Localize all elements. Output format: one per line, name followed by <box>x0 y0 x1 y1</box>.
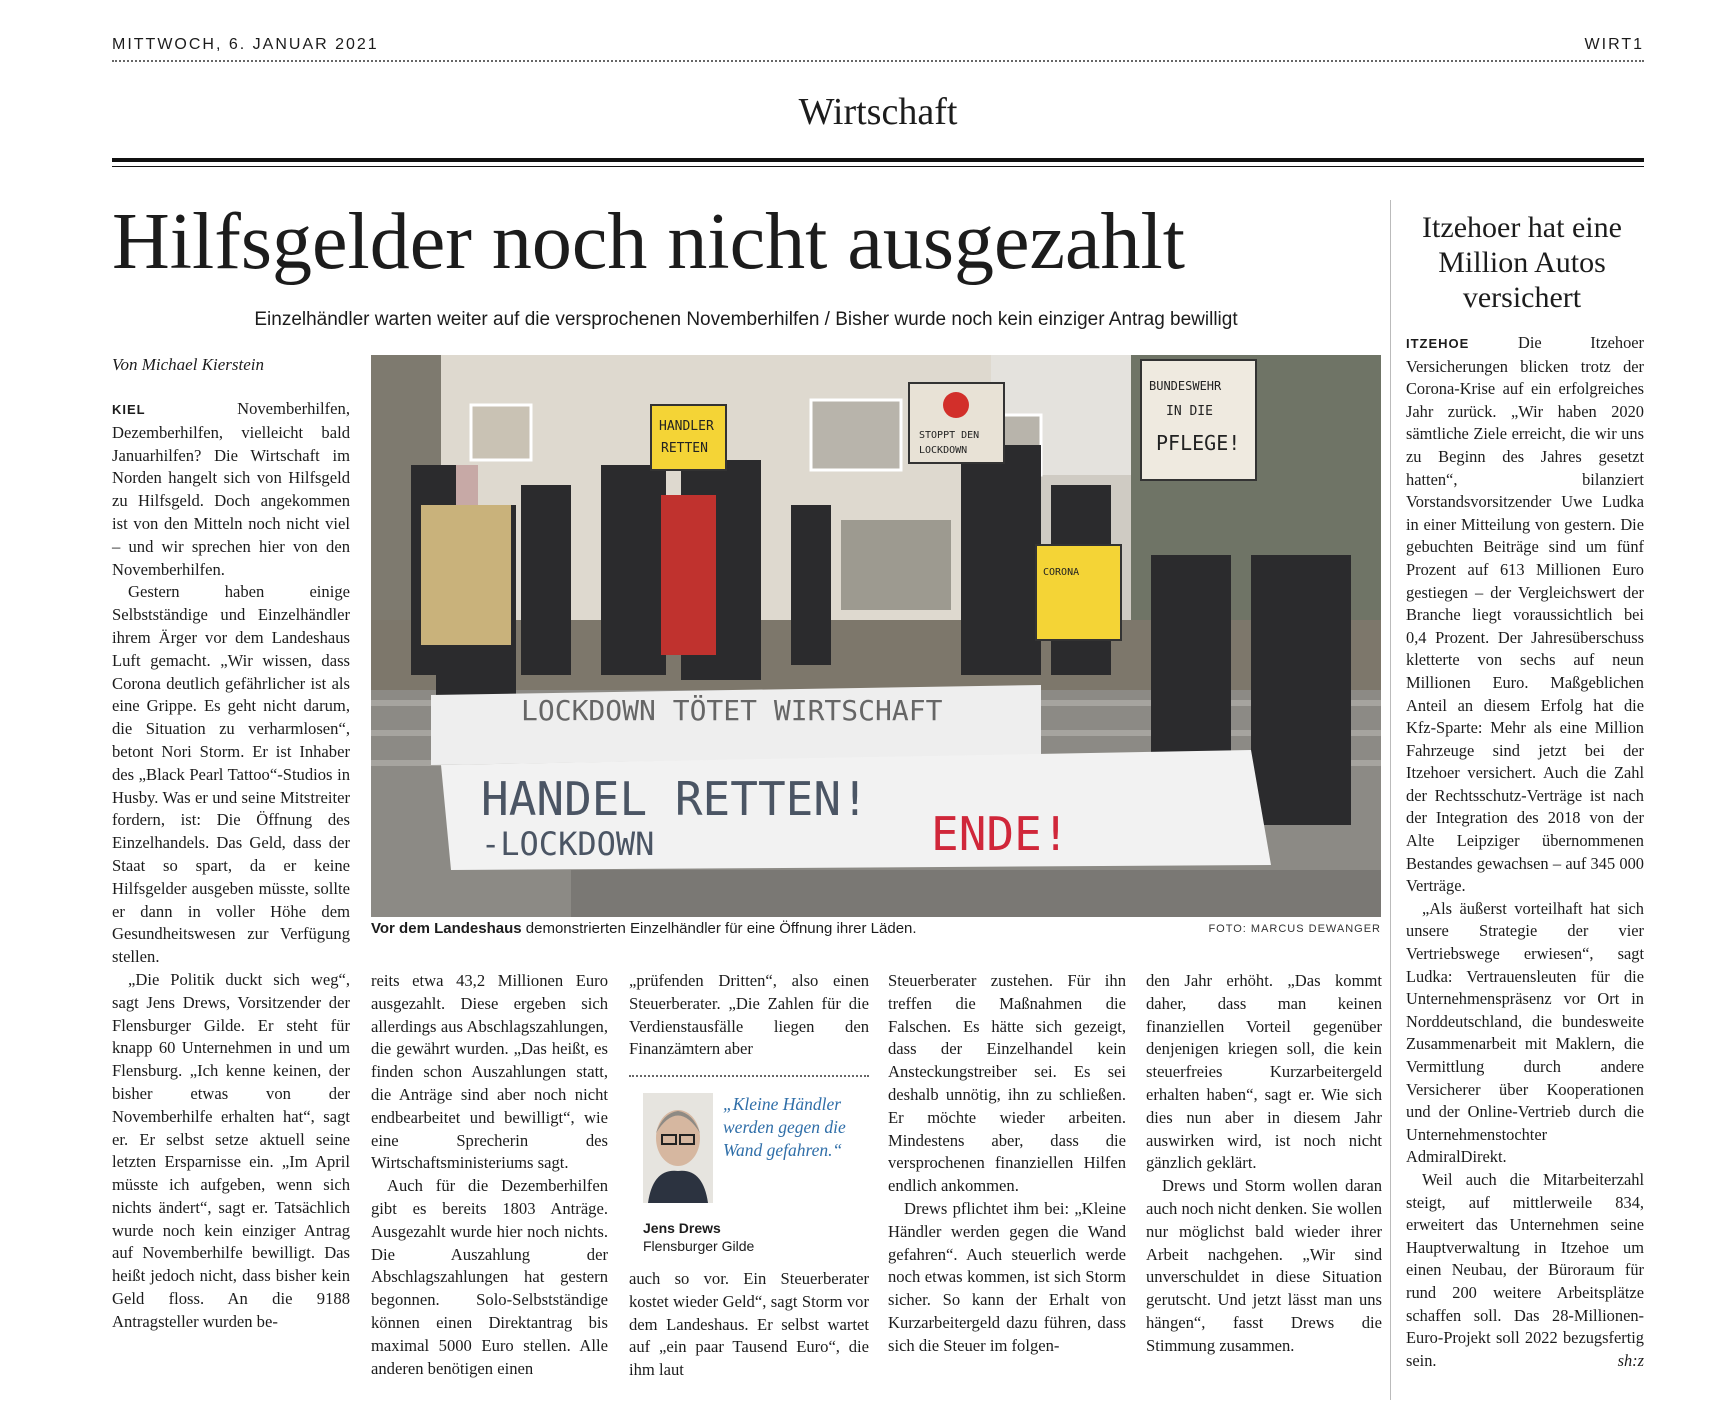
photo-caption <box>371 920 1381 937</box>
section-rule-thin <box>112 166 1644 167</box>
pull-quote: „Kleine Händler werden gegen die Wand gefahren.“ <box>723 1094 846 1160</box>
article-byline: Von Michael Kierstein <box>112 355 265 374</box>
paragraph: „Die Politik duckt sich weg“, sagt Jens Drews, Vorsitzender der Flensburger Gilde. Er steht für knapp 60 Unternehmen in und um Flensburg. „Ich kenne keinen, der bisher etwas von der Novemberhilfe erhalten hat“, sagt er. Er selbst setze aktuell seine letzten Ersparnisse ein. „Im April müsste ich aufgeben, wenn sich nichts ändert“, sagt er. Tatsächlich wurde noch kein einziger Antrag auf Novemberhilfe bewilligt. Das heißt jedoch nicht, dass bisher kein Geld floss. An die 9188 Antragsteller wurden be- <box>112 969 350 1331</box>
paragraph: Drews pflichtet ihm bei: „Kleine Händler werden gegen die Wand gefahren“. Auch steuerlich werde noch etwas kommen, ist sich Storm sicher. So kann der Erhalt von Kurzarbeitergeld dazu führen, dass sich die Steuer im folgen- <box>888 1198 1126 1355</box>
sidebar-headline: Itzehoer hat eine Million Autos versichert <box>1422 211 1622 314</box>
paragraph: KIEL Novemberhilfen, Dezemberhilfen, vielleicht bald Januarhilfen? Die Wirtschaft im Norden hangelt sich von Hilfsgeld zu Hilfsgeld. Doch angekommen ist von den Mitteln noch nicht viel – und wir sprechen hier von den Novemberhilfen. <box>112 399 350 579</box>
caption-text: Vor dem Landeshaus demonstrierten Einzelhändler für eine Öffnung ihrer Läden. <box>371 920 917 937</box>
paragraph: Drews und Storm wollen daran auch noch nicht denken. Sie wollen nur möglichst bald wieder ihrer Arbeit nachgehen. „Wir sind unverschuldet in diese Situation gerutscht. Und jetzt lässt man uns hängen“, fasst Drews die Stimmung zusammen. <box>1146 1176 1382 1355</box>
sidebar-dateline: ITZEHOE <box>1406 336 1470 351</box>
page-number: WIRT1 <box>1584 36 1644 53</box>
article-column-5 <box>1146 970 1382 1358</box>
svg-text:ENDE!: ENDE! <box>931 807 1070 861</box>
paragraph: Weil auch die Mitarbeiterzahl steigt, auf mittlerweile 834, erweitert das Unternehmen seine Hauptverwaltung in Itzehoe um einen Neubau, der Büroraum für rund 200 weitere Arbeitsplätze schaffen soll. Das 28-Millionen-Euro-Projekt soll 2022 bezugsfertig sein. sh:z <box>1406 1169 1644 1372</box>
paragraph: Auch für die Dezemberhilfen gibt es bereits 1803 Anträge. Ausgezahlt wurde hier noch nichts. Die Auszahlung der Abschlagszahlungen hat gestern begonnen. Solo-Selbstständige können einen Direktantrag bis maximal 5000 Euro stellen. Alle anderen benötigen einen <box>371 1176 608 1378</box>
svg-text:-LOCKDOWN: -LOCKDOWN <box>481 825 655 863</box>
paragraph: Gestern haben einige Selbstständige und Einzelhändler ihrem Ärger vor dem Landeshaus Luft gemacht. „Wir wissen, dass Corona deutlich gefährlicher ist als eine Grippe. Es geht nicht darum, die Situation zu verharmlosen“, betont Nori Storm. Er ist Inhaber des „Black Pearl Tattoo“-Studios in Husby. Was er und seine Mitstreiter fordern, ist: Die Öffnung des Einzelhandels. Das Geld, dass der Staat so spart, da er keine Hilfsgelder ausgeben müsste, sollte er dann in voller Höhe dem Gesundheitswesen zur Verfügung stellen. <box>112 582 350 967</box>
photo-credit: FOTO: MARCUS DEWANGER <box>1208 923 1381 935</box>
paragraph: reits etwa 43,2 Millionen Euro ausgezahlt. Diese ergeben sich allerdings aus Abschlagszahlungen, die gewährt wurden. „Das heißt, es finden schon Auszahlungen statt, die Anträge sind aber noch nicht endbearbeitet und bewilligt“, wie eine Sprecherin des Wirtschaftsministeriums sagt. <box>371 971 608 1173</box>
article-photo <box>371 355 1381 917</box>
portrait-image <box>643 1093 713 1203</box>
section-title: Wirtschaft <box>798 91 958 133</box>
svg-text:PFLEGE!: PFLEGE! <box>1156 431 1241 455</box>
banner-2: HANDEL RETTEN! <box>481 772 869 826</box>
article-column-4 <box>888 970 1126 1358</box>
folio-divider <box>112 60 1644 62</box>
sign-bundeswehr: BUNDESWEHR <box>1149 379 1222 393</box>
issue-date: MITTWOCH, 6. JANUAR 2021 <box>112 36 379 53</box>
author-signature: sh:z <box>1617 1350 1644 1370</box>
article-column-2 <box>371 970 608 1380</box>
sign-corona: CORONA <box>1043 567 1080 578</box>
article-column-3-bottom <box>629 1268 869 1382</box>
quote-author: Jens Drews <box>643 1220 721 1236</box>
sidebar-divider <box>1390 200 1391 1400</box>
sign-handel: HANDLER <box>659 419 714 434</box>
paragraph: Steuerberater zustehen. Für ihn treffen die Maßnahmen die Falschen. Es hätte sich gezeigt, dass der Einzelhandel kein Ansteckungstreiber sei. Es sei deshalb unnötig, ihn zu schließen. Er möchte wieder arbeiten. Mindestens aber, dass die versprochenen finanziellen Hilfen endlich ankommen. <box>888 971 1126 1196</box>
paragraph: auch so vor. Ein Steuerberater kostet wieder Geld“, sagt Storm vor dem Landeshaus. Er selbst wartet auf „ein paar Tausend Euro“, die ihm laut <box>629 1269 869 1380</box>
sign-stoppt: STOPPT DEN <box>919 430 980 441</box>
section-rule-thick <box>112 158 1644 162</box>
svg-text:LOCKDOWN: LOCKDOWN <box>919 445 968 456</box>
svg-text:RETTEN: RETTEN <box>661 441 708 456</box>
article-headline: Hilfsgelder noch nicht ausgezahlt <box>112 198 1185 286</box>
quote-organization: Flensburger Gilde <box>643 1238 755 1254</box>
demonstration-photo <box>371 355 1381 917</box>
paragraph: „prüfenden Dritten“, also einen Steuerberater. „Die Zahlen für die Verdienstausfälle liegen den Finanzämtern aber <box>629 971 869 1059</box>
paragraph: den Jahr erhöht. „Das kommt daher, dass man keinen finanziellen Vorteil gegenüber denjenigen kriegen soll, die kein steuerfreies Kurzarbeitergeld erhalten haben“, sagt er. Wie sich dies nun aber in diesem Jahr auswirken wird, ist noch nicht gänzlich geklärt. <box>1146 971 1382 1173</box>
quote-divider <box>629 1075 869 1077</box>
article-column-3-top <box>629 970 869 1061</box>
dateline: KIEL <box>112 402 146 417</box>
banner-1: LOCKDOWN TÖTET WIRTSCHAFT <box>521 694 943 727</box>
paragraph: ITZEHOE Die Itzehoer Versicherungen blicken trotz der Corona-Krise auf ein erfolgreiches Jahr zurück. „Wir haben 2020 sämtliche Ziele erreicht, die wir uns zu Beginn des Jahres gesetzt hatten“, bilanziert Vorstandsvorsitzender Uwe Ludka in einer Mitteilung von gestern. Die gebuchten Beiträge sind um fünf Prozent auf 613 Millionen Euro gestiegen – der Vergleichswert der Branche liegt voraussichtlich bei 0,4 Prozent. Der Jahresüberschuss kletterte von sechs auf neun Millionen Euro. Maßgeblichen Anteil an diesem Erfolg hat die Kfz-Sparte: Mehr als eine Million Fahrzeuge sind jetzt bei der Itzehoer versichert. Auch die Zahl der Rechtsschutz-Verträge ist nach der Integration des 2018 von der Alte Leipziger übernommenen Bestandes gewachsen – auf 345 000 Verträge. <box>1406 333 1644 896</box>
page-folio <box>112 36 1644 54</box>
jens-drews-portrait <box>643 1093 713 1203</box>
paragraph: „Als äußerst vorteilhaft hat sich unsere Strategie der vier Vertriebswege erwiesen“, sagt Ludka: Vertrauensleuten für die Unternehmenspräsenz vor Ort in Norddeutschland, die bundesweite Zusammenarbeit mit Maklern, die Vermittlung durch andere Versicherer über Kooperationen und der Online-Vertrieb durch die Unternehmenstochter AdmiralDirekt. <box>1406 898 1644 1167</box>
article-column-1 <box>112 398 350 1334</box>
svg-text:IN DIE: IN DIE <box>1166 404 1213 419</box>
sidebar-article <box>1406 332 1644 1372</box>
article-subline: Einzelhändler warten weiter auf die versprochenen Novemberhilfen / Bisher wurde noch kein einziger Antrag bewilligt <box>254 309 1238 330</box>
